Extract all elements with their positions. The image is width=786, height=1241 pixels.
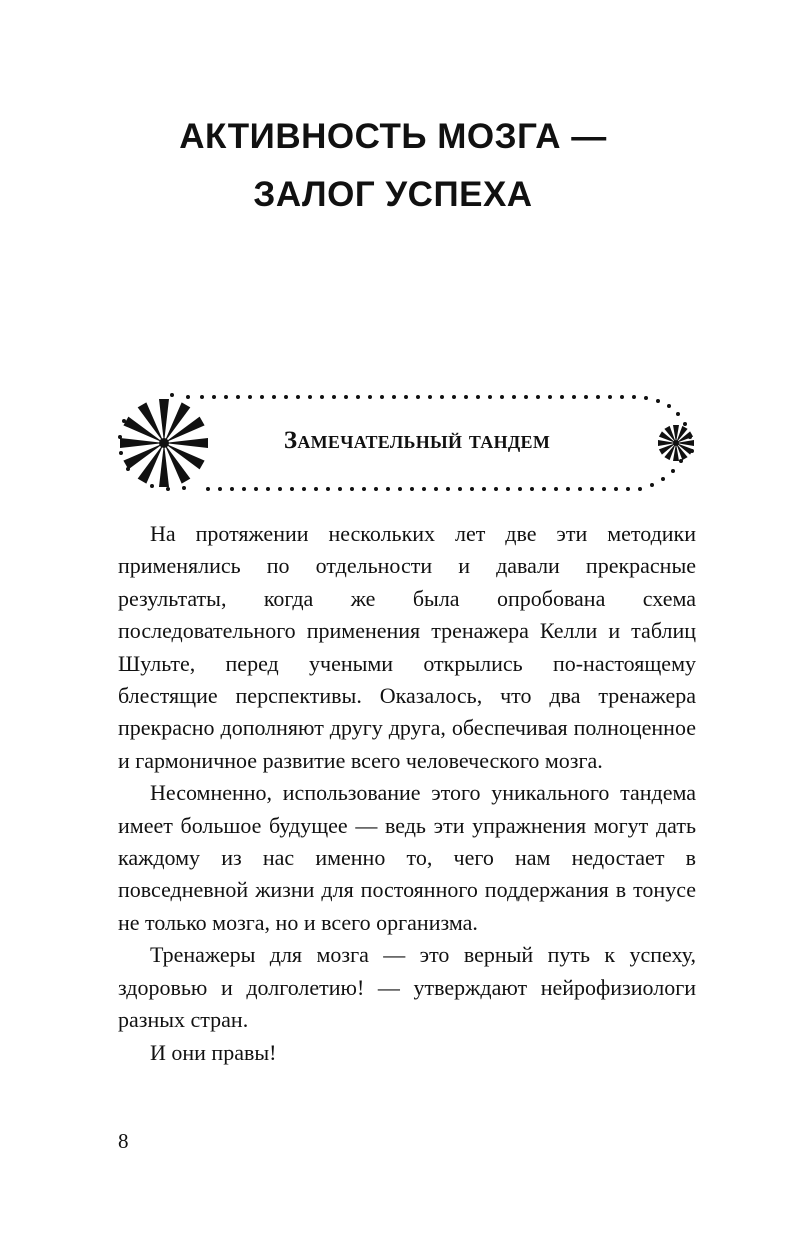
paragraph: Несомненно, использование этого уникального тандема имеет большое будущее — ведь эти упражнения могут дать каждому из нас именно то, чего нам недостает в повседневной жизни для постоянного поддержания в тонусе не только мозга, но и всего организма. xyxy=(118,780,696,935)
chapter-title-line-2: ЗАЛОГ УСПЕХА xyxy=(253,175,533,214)
page-number: 8 xyxy=(118,1129,129,1153)
paragraph: Тренажеры для мозга — это верный путь к успеху, здоровью и долголетию! — утверждают нейрофизиологи разных стран. xyxy=(118,942,696,1033)
paragraph: На протяжении нескольких лет две эти методики применялись по отдельности и давали прекрасные результаты, когда же была опробована схема последовательного применения тренажера Келли и таблиц Шульте, перед учеными открылись по-настоящему блестящие перспективы. Оказалось, что два тренажера прекрасно дополняют другу друга, обеспечивая полноценное и гармоничное развитие всего человеческого мозга. xyxy=(118,521,696,773)
chapter-title xyxy=(0,108,786,224)
asterisk-icon xyxy=(658,425,694,461)
body-text xyxy=(118,518,696,1069)
starburst-icon xyxy=(120,399,208,487)
section-heading: Замечательный тандем xyxy=(283,427,551,454)
paragraph: И они правы! xyxy=(150,1039,277,1065)
top-dotted-border xyxy=(200,395,687,426)
chapter-title-line-1: АКТИВНОСТЬ МОЗГА — xyxy=(179,117,607,156)
section-banner xyxy=(112,385,697,500)
bottom-dotted-border xyxy=(206,459,683,491)
